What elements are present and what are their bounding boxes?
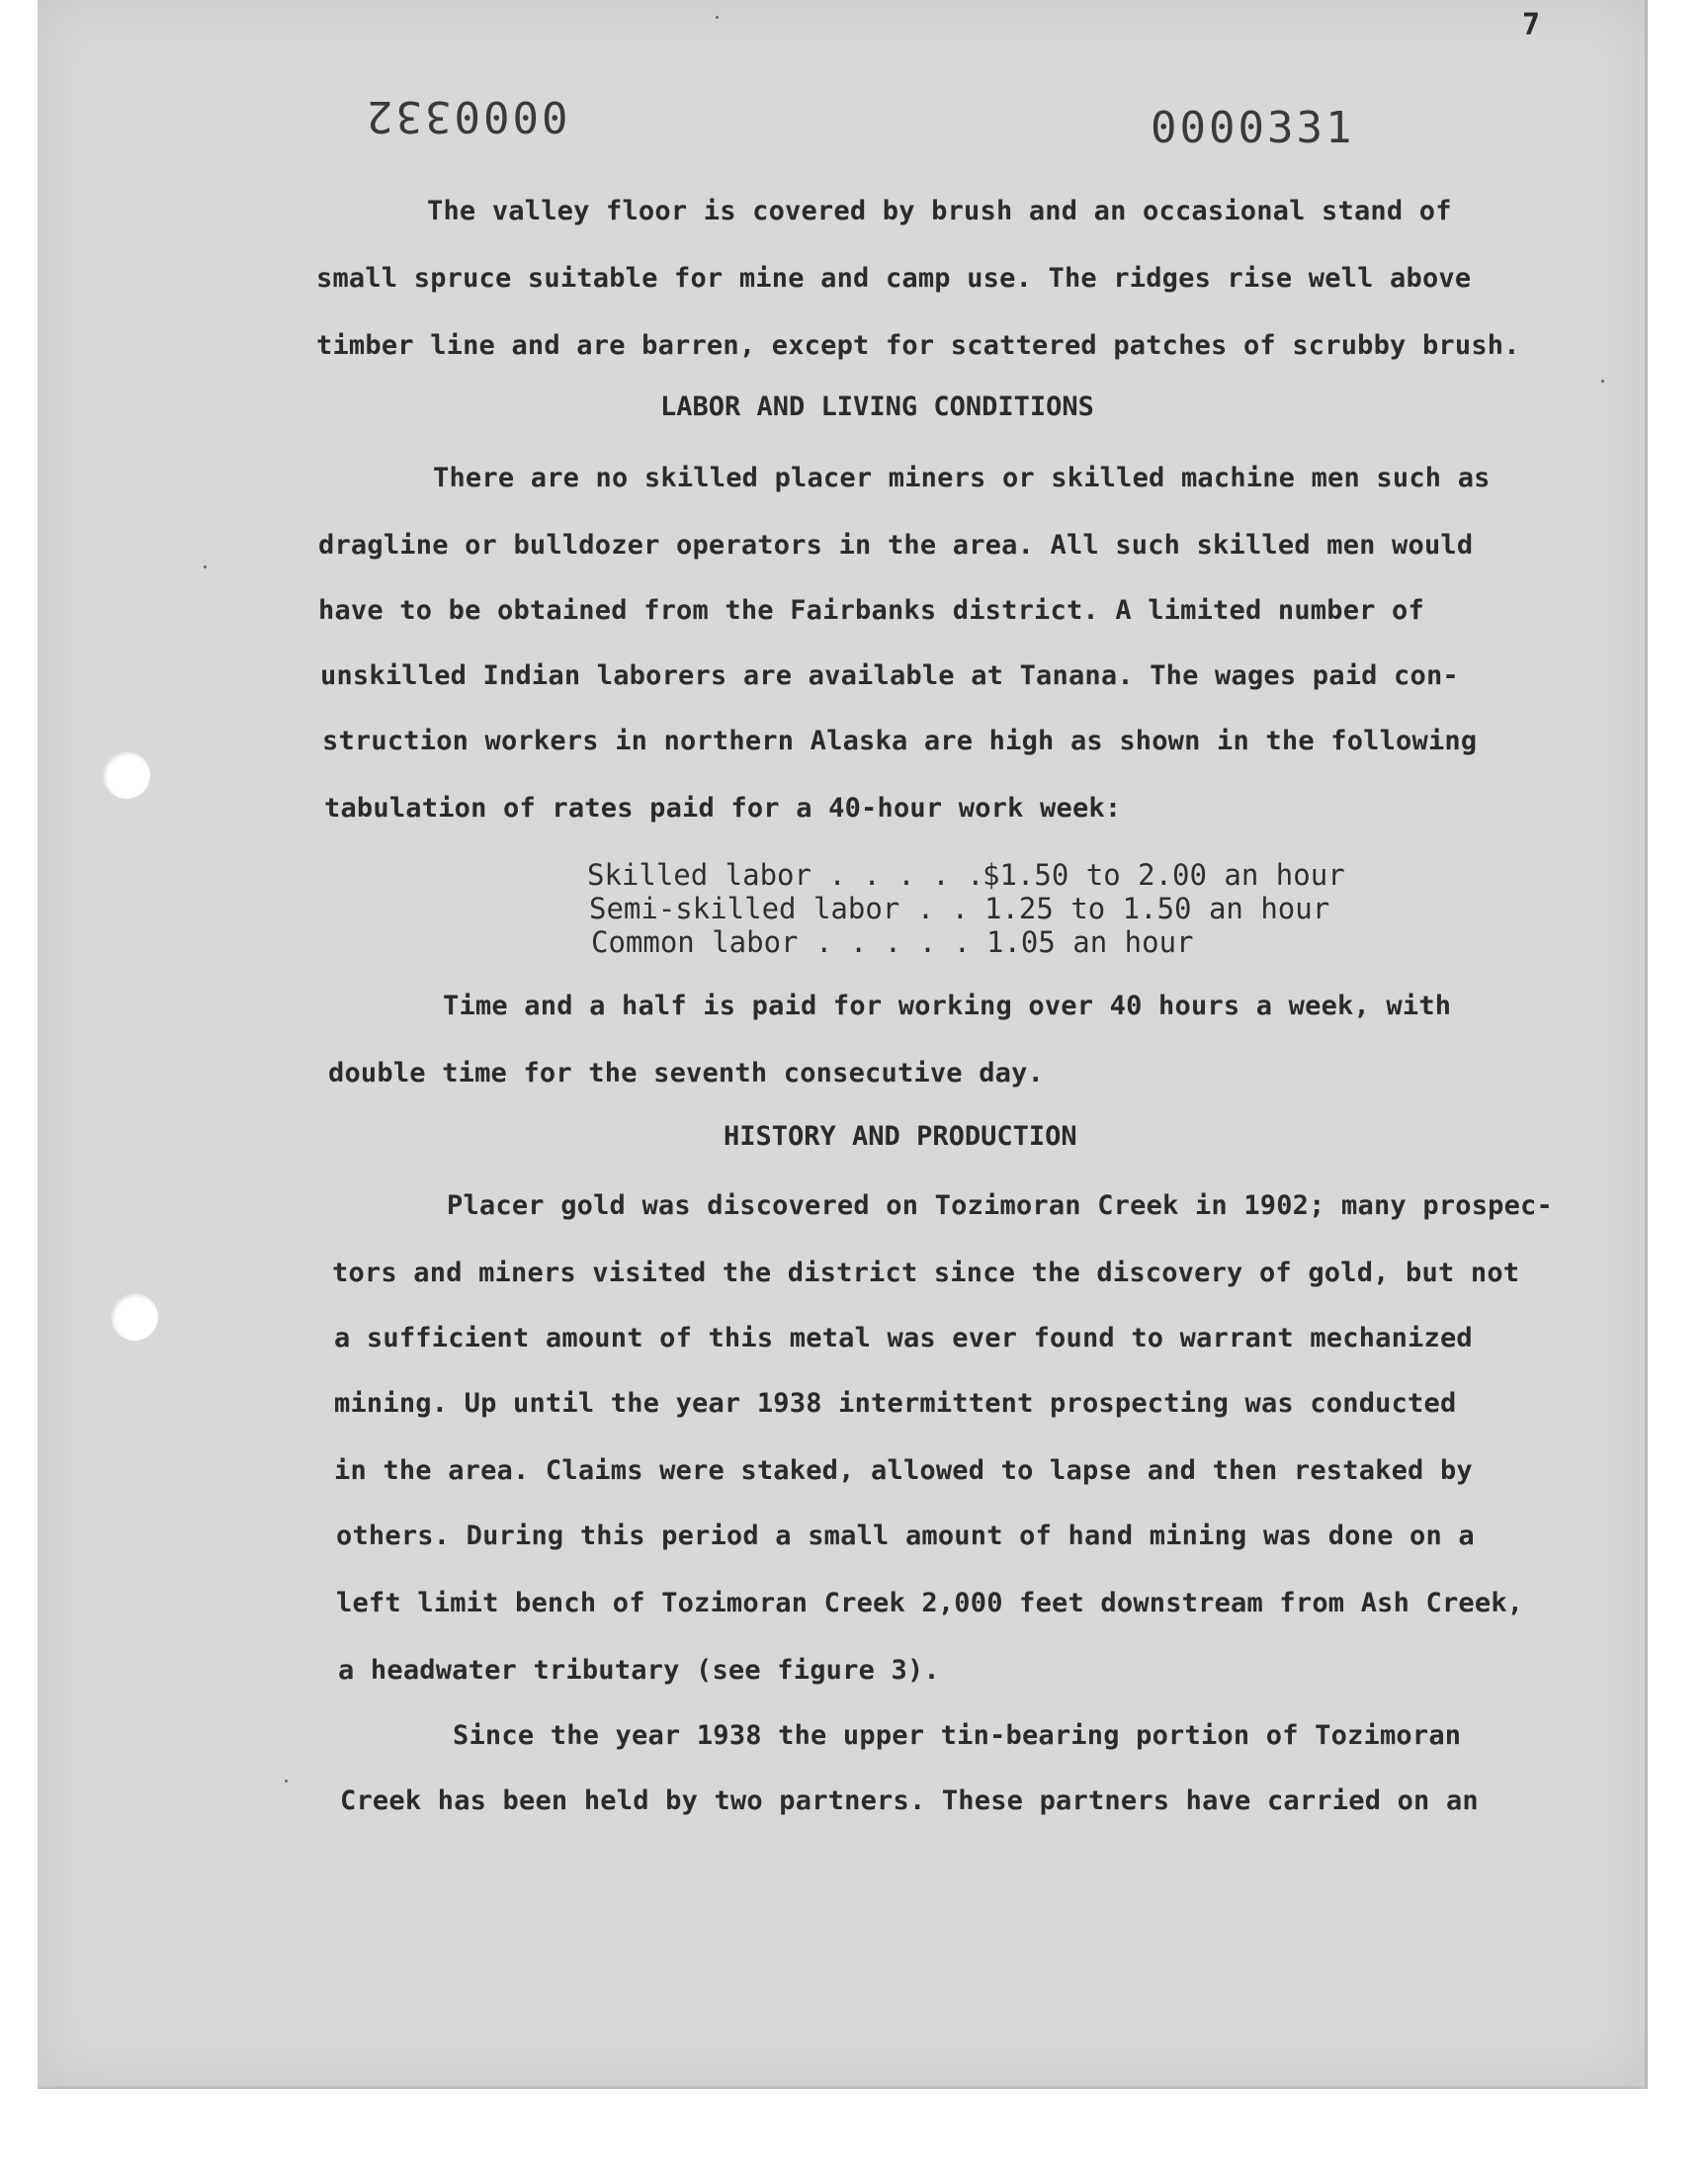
body-line: double time for the seventh consecutive day. (328, 1058, 1045, 1088)
body-line: Since the year 1938 the upper tin-bearing portion of Tozimoran (453, 1720, 1462, 1751)
body-line: dragline or bulldozer operators in the area. All such skilled men would (318, 530, 1474, 561)
body-line: tors and miners visited the district since the discovery of gold, but not (332, 1258, 1520, 1288)
rate-row (589, 892, 1329, 925)
body-line: The valley floor is covered by brush and an occasional stand of (427, 196, 1452, 226)
rate-value: 1.05 an hour (986, 925, 1194, 959)
body-line: struction workers in northern Alaska are high as shown in the following (322, 726, 1478, 756)
body-line: small spruce suitable for mine and camp use. The ridges rise well above (316, 263, 1472, 294)
rate-value: $1.50 to 2.00 an hour (982, 858, 1345, 892)
section-heading-labor: LABOR AND LIVING CONDITIONS (660, 392, 1094, 422)
body-line: others. During this period a small amount of hand mining was done on a (336, 1521, 1475, 1551)
section-heading-history: HISTORY AND PRODUCTION (724, 1121, 1077, 1152)
rate-value: 1.25 to 1.50 an hour (984, 892, 1330, 925)
body-line: a sufficient amount of this metal was ever found to warrant mechanized (334, 1323, 1473, 1353)
body-line: Time and a half is paid for working over 40 hours a week, with (443, 991, 1452, 1021)
rate-label: Common labor . . . . . (591, 925, 972, 959)
body-line: a headwater tributary (see figure 3). (338, 1655, 940, 1686)
body-line: Placer gold was discovered on Tozimoran Creek in 1902; many prospec- (447, 1190, 1553, 1221)
punch-hole (103, 751, 150, 799)
rate-row (591, 925, 1194, 959)
scan-speck (716, 16, 719, 19)
rate-row (587, 858, 1345, 892)
document-stamp: 0000331 (1151, 103, 1355, 153)
body-line: mining. Up until the year 1938 intermittent prospecting was conducted (334, 1388, 1457, 1419)
scan-speck (1601, 380, 1604, 383)
body-line: timber line and are barren, except for scattered patches of scrubby brush. (316, 330, 1520, 361)
punch-hole (111, 1293, 158, 1341)
scan-speck (285, 1780, 288, 1783)
scan-speck (204, 566, 207, 568)
body-line: There are no skilled placer miners or skilled machine men such as (433, 463, 1491, 493)
body-line: left limit bench of Tozimoran Creek 2,000 feet downstream from Ash Creek, (336, 1588, 1524, 1618)
document-page (38, 0, 1648, 2089)
scan-margin (0, 2089, 1708, 2175)
rate-label: Skilled labor . . . . . (587, 858, 984, 892)
body-line: Creek has been held by two partners. These partners have carried on an (340, 1785, 1479, 1816)
body-line: have to be obtained from the Fairbanks district. A limited number of (318, 595, 1424, 626)
body-line: in the area. Claims were staked, allowed to lapse and then restaked by (334, 1455, 1473, 1486)
rate-label: Semi-skilled labor . . (589, 892, 970, 925)
body-line: tabulation of rates paid for a 40-hour work week: (324, 793, 1122, 824)
body-line: unskilled Indian laborers are available at Tanana. The wages paid con- (320, 660, 1459, 691)
page-number: 7 (1522, 8, 1541, 43)
document-stamp-inverted: 0000332 (364, 91, 568, 141)
